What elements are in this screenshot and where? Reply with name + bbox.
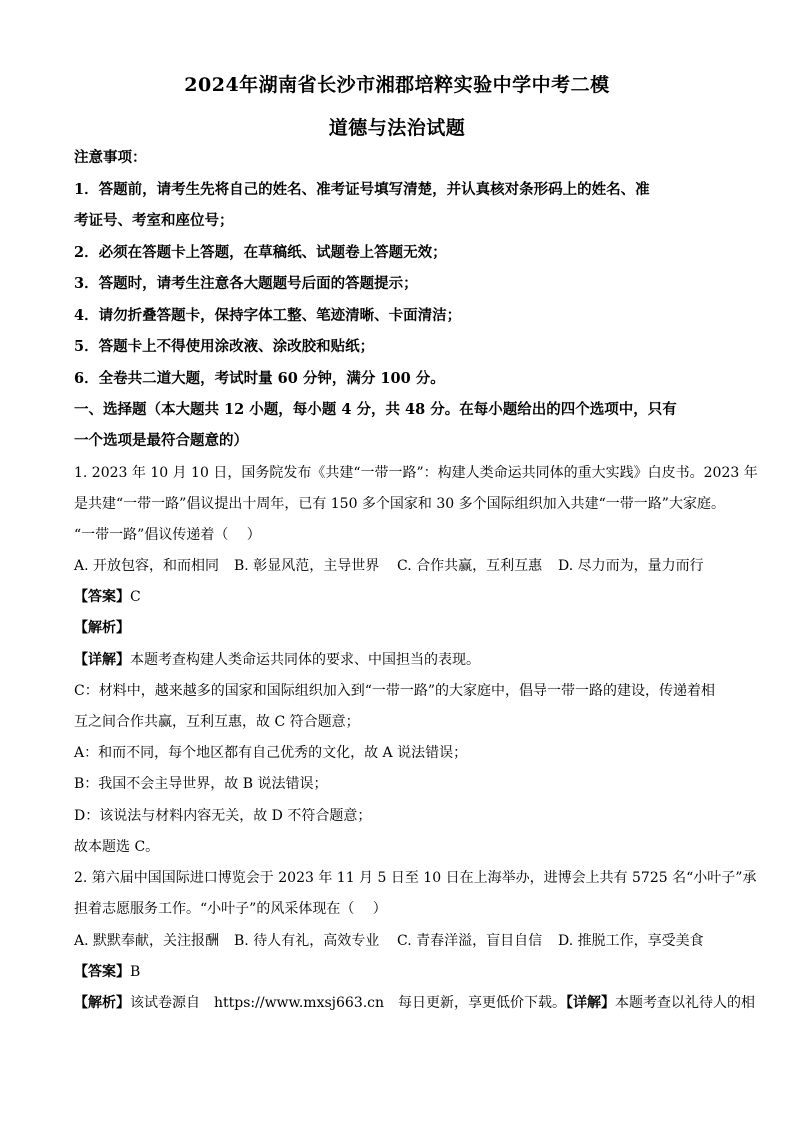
exam-title: 2024年湖南省长沙市湘郡培粹实验中学中考二模 xyxy=(184,74,610,96)
q1-answer xyxy=(74,587,724,607)
q2-option-c: C. 青春洋溢，盲目自信 xyxy=(397,933,543,949)
q1-options xyxy=(74,556,724,576)
q1-detail xyxy=(74,650,724,670)
q2-option-b: B. 待人有礼，高效专业 xyxy=(234,933,380,949)
q2-answer-value: B xyxy=(130,964,141,980)
q2-detail-text: 本题考查以礼待人的相 xyxy=(615,995,756,1011)
note-item: 5．答题卡上不得使用涂改液、涂改胶和贴纸； xyxy=(74,338,375,355)
q1-detail-line: 互之间合作共赢，互利互惠，故 C 符合题意； xyxy=(74,714,360,730)
q1-option-c: C. 合作共赢，互利互惠 xyxy=(397,558,543,574)
q2-answer xyxy=(74,962,724,982)
note-item: 2．必须在答题卡上答题，在草稿纸、试题卷上答题无效； xyxy=(74,244,447,261)
q1-option-d: D. 尽力而为，量力而行 xyxy=(558,558,704,574)
q1-option-a: A. 开放包容，和而相同 xyxy=(74,558,220,574)
q2-option-d: D. 推脱工作，享受美食 xyxy=(558,933,704,949)
answer-tag: 【答案】 xyxy=(74,589,130,605)
q2-options xyxy=(74,931,724,951)
q1-detail-line: D：该说法与材料内容无关，故 D 不符合题意； xyxy=(74,808,372,824)
analysis-tag: 【解析】 xyxy=(74,620,130,636)
note-item: 考证号、考室和座位号； xyxy=(74,212,234,229)
detail-tag: 【详解】 xyxy=(566,995,616,1011)
q1-stem: 1. 2023 年 10 月 10 日，国务院发布《共建“一带一路”：构建人类命运共同体的重大实践》白皮书。2023 年 xyxy=(74,465,758,481)
detail-tag: 【详解】 xyxy=(74,652,130,668)
q1-option-b: B. 彰显风范，主导世界 xyxy=(234,558,380,574)
q2-stem: 2. 第六届中国国际进口博览会于 2023 年 11 月 5 日至 10 日在上海举办，进博会上共有 5725 名“小叶子”承 xyxy=(74,870,757,886)
q2-analysis xyxy=(74,993,756,1013)
note-item: 6．全卷共二道大题，考试时量 60 分钟，满分 100 分。 xyxy=(74,370,445,387)
q1-detail-line: C：材料中，越来越多的国家和国际组织加入到“一带一路”的大家庭中，倡导一带一路的建设，传递着相 xyxy=(74,683,716,699)
q1-detail-text: 本题考查构建人类命运共同体的要求、中国担当的表现。 xyxy=(130,652,480,668)
q1-detail-line: 故本题选 C。 xyxy=(74,839,160,855)
q1-detail-line: A：和而不同，每个地区都有自己优秀的文化，故 A 说法错误； xyxy=(74,745,468,761)
note-item: 1．答题前，请考生先将自己的姓名、准考证号填写清楚，并认真核对条形码上的姓名、准 xyxy=(74,181,650,198)
note-item: 4．请勿折叠答题卡，保持字体工整、笔迹清晰、卡面清洁； xyxy=(74,307,462,324)
q1-analysis xyxy=(74,618,724,638)
note-item: 3．答题时，请考生注意各大题题号后面的答题提示； xyxy=(74,275,418,292)
analysis-tag: 【解析】 xyxy=(74,995,130,1011)
q2-stem: 担着志愿服务工作。“小叶子”的风采体现在（ ） xyxy=(74,901,387,917)
q1-stem: 是共建“一带一路”倡议提出十周年，已有 150 多个国家和 30 多个国际组织加入共建“一带一路”大家庭。 xyxy=(74,496,725,512)
q1-answer-value: C xyxy=(130,589,141,605)
answer-tag: 【答案】 xyxy=(74,964,130,980)
q2-option-a: A. 默默奉献，关注报酬 xyxy=(74,933,220,949)
q1-stem: “一带一路”倡议传递着（ ） xyxy=(74,527,261,543)
exam-subtitle: 道德与法治试题 xyxy=(328,117,466,139)
section-heading-cont: 一个选项是最符合题意的） xyxy=(74,432,248,449)
section-heading: 一、选择题（本大题共 12 小题，每小题 4 分，共 48 分。在每小题给出的四个选项中，只有 xyxy=(74,401,677,418)
q2-analysis-text: 该试卷源自 https://www.mxsj663.cn 每日更新，享更低价下载。 xyxy=(130,995,567,1011)
notes-heading: 注意事项： xyxy=(74,149,147,166)
q1-detail-line: B：我国不会主导世界，故 B 说法错误； xyxy=(74,776,328,792)
